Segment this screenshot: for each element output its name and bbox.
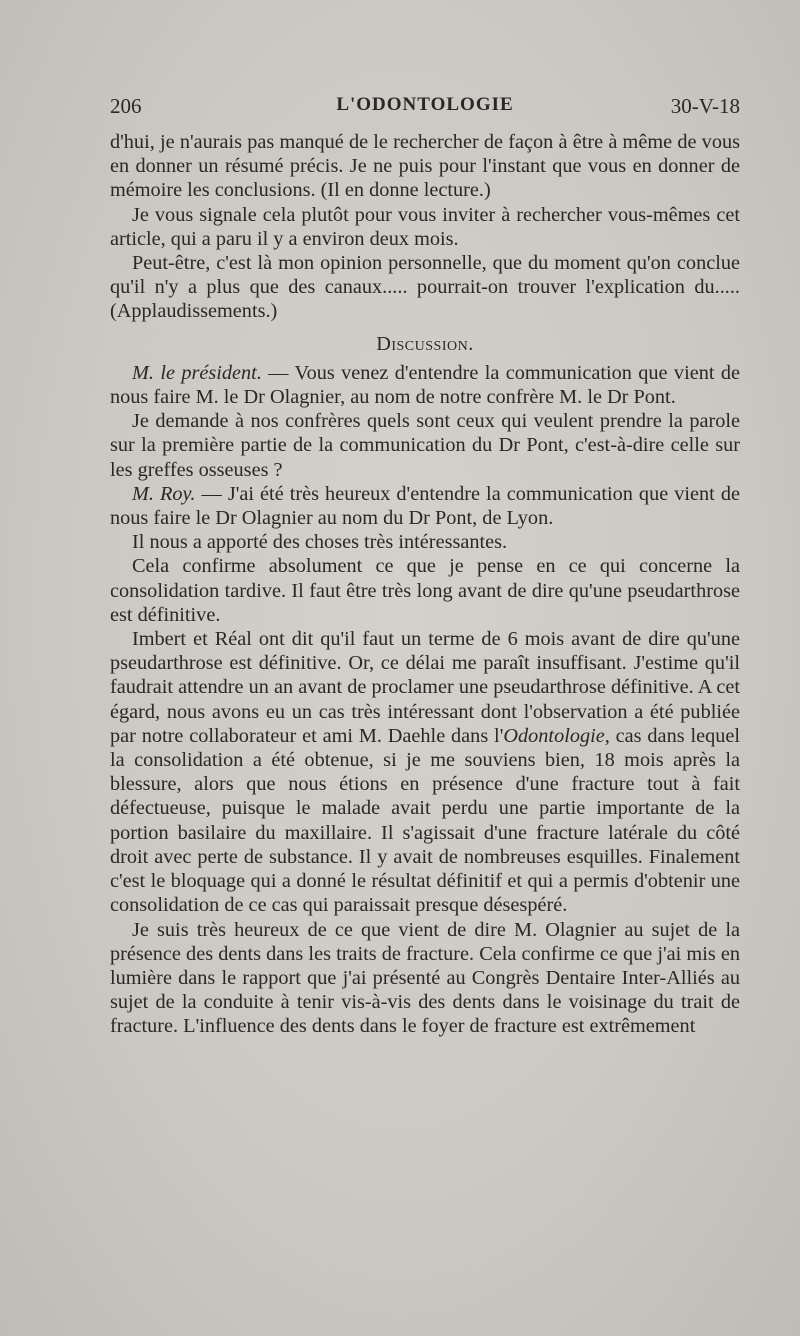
paragraph-continued: d'hui, je n'aurais pas manqué de le rechercher de façon à être à même de vous en donner un résumé précis. Je ne puis pour l'instant que vous en donner de mémoire les conclusions. (Il en donne lecture.) xyxy=(110,131,740,202)
speech-text: — J'ai été très heureux d'entendre la communication que vient de nous faire le Dr Olagnier au nom du Dr Pont, de Lyon. xyxy=(110,482,740,530)
paragraph: Cela confirme absolument ce que je pense en ce qui concerne la consolidation tardive. Il faut être très long avant de dire qu'une pseudarthrose est définitive. xyxy=(110,555,740,626)
page-body xyxy=(110,130,740,1039)
page-number: 206 xyxy=(110,94,142,118)
paragraph: Peut-être, c'est là mon opinion personnelle, que du moment qu'on conclue qu'il n'y a plus que des canaux..... pourrait-on trouver l'explication du..... (Applaudissements.) xyxy=(110,252,740,323)
paragraph: Je vous signale cela plutôt pour vous inviter à rechercher vous-mêmes cet article, qui a paru il y a environ deux mois. xyxy=(110,203,740,250)
section-heading: Discussion. xyxy=(376,332,474,355)
paragraph-roy xyxy=(110,482,740,530)
paragraph: Je suis très heureux de ce que vient de dire M. Olagnier au sujet de la présence des dents dans les traits de fracture. Cela confirme ce que j'ai mis en lumière dans le rapport que j'ai présenté au Congrès Dentaire Inter-Alliés au sujet de la conduite à tenir vis-à-vis des dents dans le voisinage du trait de fracture. L'influence des dents dans le foyer de fracture est extrêmement xyxy=(110,918,740,1038)
issue-date: 30-V-18 xyxy=(670,94,740,118)
paragraph: Je demande à nos confrères quels sont ceux qui veulent prendre la parole sur la première partie de la communication du Dr Pont, c'est-à-dire celle sur les greffes osseuses ? xyxy=(110,410,740,481)
paragraph xyxy=(110,627,740,917)
running-title: L'ODONTOLOGIE xyxy=(336,94,514,115)
journal-title: Odontologie xyxy=(503,724,605,747)
text-run: , cas dans lequel la consolidation a été obtenue, si je me souviens bien, 18 mois après la blessure, alors que nous étions en présence d'une fracture tout à fait défectueuse, puisque le malade avait perdu une partie importante de la portion basilaire du maxillaire. Il s'agissait d'une fracture latérale du côté droit avec perte de substance. Il y avait de nombreuses esquilles. Finalement c'est le bloquage qui a donné le résultat définitif et qui a permis d'obtenir une consolidation de ce cas qui paraissait presque désespéré. xyxy=(110,724,740,917)
speaker-name: M. Roy. xyxy=(132,482,196,505)
paragraph: Il nous a apporté des choses très intéressantes. xyxy=(132,531,508,554)
speaker-name: M. le président. xyxy=(132,361,262,384)
text-run: Imbert et Réal ont dit qu'il faut un terme de 6 mois avant de dire qu'une pseudarthrose est définitive. Or, ce délai me paraît insuffisant. J'estime qu'il faudrait attendre un an avant de proclamer une pseudarthrose définitive. A cet égard, nous avons eu un cas très intéressant dont l'observation a été publiée par notre collaborateur et ami M. Daehle dans l' xyxy=(110,628,740,747)
speech-text: — Vous venez d'entendre la communication que vient de nous faire M. le Dr Olagnier, au nom de notre confrère M. le Dr Pont. xyxy=(110,361,740,409)
page-header xyxy=(110,94,740,124)
paragraph-president xyxy=(110,361,740,409)
